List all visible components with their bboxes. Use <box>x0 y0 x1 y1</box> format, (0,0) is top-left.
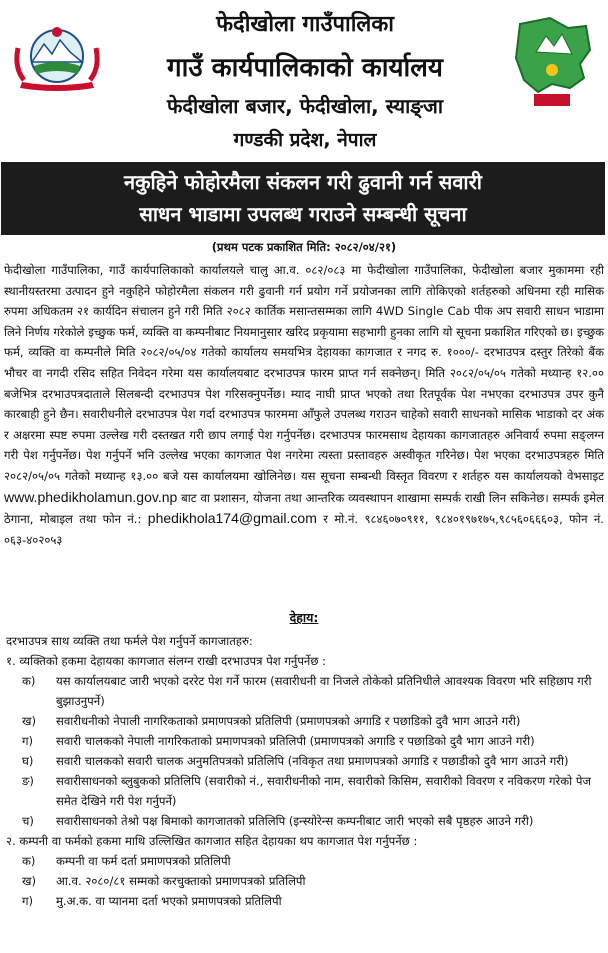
municipality-map-logo-icon <box>510 14 594 110</box>
email-link[interactable]: phedikhola174@gmail.com <box>147 510 317 527</box>
province-name: गण्डकी प्रदेश, नेपाल <box>233 129 377 151</box>
documents-list <box>6 631 602 911</box>
office-name: गाउँ कार्यपालिकाको कार्यालय <box>167 53 443 83</box>
section-1-title: १. व्यक्तिको हकमा देहायका कागजात संलग्न राखी दरभाउपत्र पेश गर्नुपर्नेछ : <box>6 654 327 668</box>
list-item-text: मु.अ.क. वा प्यानमा दर्ता भएको प्रमाणपत्रको प्रतिलिपी <box>56 894 282 908</box>
office-address: फेदीखोला बजार, फेदीखोला, स्याङ्जा <box>166 94 444 118</box>
list-item <box>6 811 602 831</box>
list-item <box>6 671 602 711</box>
section-2-title: २. कम्पनी वा फर्मको हकमा माथि उल्लिखित कागजात सहित देहायका थप कागजात पेश गर्नुपर्नेछ : <box>6 834 418 848</box>
list-item-label: ख) <box>22 874 37 888</box>
list-item <box>6 891 602 911</box>
notice-title-line-1: नकुहिने फोहोरमैला संकलन गरी ढुवानी गर्न सवारी <box>124 170 482 194</box>
notice-body-text: फेदीखोला गाउँपालिका, गाउँ कार्यपालिकाको कार्यालयले चालु आ.व. ०८२/०८३ मा फेदीखोला गाउँपालिका, फेदीखोला बजार मुकाममा रही स्थानीयस्तरमा उत्पादन हुने नकुहिने फोहोरमैला संकलन गरी ढुवानी गर्न प्रयोग गर्ने प्रयोजनका लागि तोकिएको शर्तहरुको अधिनमा रही मासिक रुपमा अधिकतम २१ कार्यदिन संचालन हुने गरी मिति २०८२ कार्तिक मसान्तसम्मका लागि 4WD Single Cab पीक अप सवारी साधन भाडामा लिने निर्णय गरेकोले इच्छुक फर्म, व्यक्ति वा कम्पनीबाट नियमानुसार खरिद प्रकृयामा सहभागी हुनका लागि यो सूचना प्रकाशित गरिएको छ। इच्छुक फर्म, व्यक्ति वा कम्पनीले मिति २०८२/०५/०४ गतेको कार्यालय समयभित्र देहायका कागजात र नगद रु. १०००/- दरभाउपत्र दस्तुर तिरेको बैंक भौचर वा नगदी रसिद सहित निवेदन गरेमा यस कार्यालयबाट दरभाउपत्र फारम प्राप्त गर्न सक्नेछन्। मिति २०८२/०५/०५ गतेको मध्यान्ह १२.०० बजेभित्र दरभाउपत्रदाताले सिलबन्दी दरभाउपत्र पेश गरिसक्नुपर्नेछ। म्याद नाघी प्राप्त भएको तथा रितपूर्वक पेश नभएका दरभाउपत्र उपर कुनै कारबाही हुने छैन। सवारीधनीले दरभाउपत्र पेश गर्दा दरभाउपत्र फारममा आँफुले उपलब्ध गराउन चाहेको सवारी साधनको मासिक भाडाको दर अंक र अक्षरमा स्पष्ट रुपमा उल्लेख गरी दस्तखत गरी छाप लगाई पेश गर्नुपर्नेछ। दरभाउपत्र फारमसाथ देहायका कागजातहरु अनिवार्य रुपमा सङ्लग्न गरी पेश गर्नुपर्नेछ। पेश गर्नुपर्ने भनि उल्लेख भएका कागजात पेश नगरेमा त्यस्ता प्रस्तावहरु अस्वीकृत गरिनेछ। पेश भएका दरभाउपत्रहरु मिति २०८२/०५/०५ गतेको मध्यान्ह १३.०० बजे यस कार्यालयमा खोलिनेछ। यस सूचना सम्बन्धी विस्तृत विवरण र शर्तहरु यस कार्यालयको वेभसाइट <box>4 263 604 483</box>
list-item-text: आ.व. २०८०/८१ सम्मको करचुक्ताको प्रमाणपत्रको प्रतिलिपी <box>56 874 306 888</box>
list-item-text: सवारीसाधनको ब्लुबुकको प्रतिलिपि (सवारीको नं., सवारीधनीको नाम, सवारीको किसिम, सवारीको विवरण र नविकरण गरेको पेज समेत देखिने गरी पेश गर्नुपर्ने) <box>56 774 592 808</box>
list-item <box>6 731 602 751</box>
notice-body <box>4 260 604 550</box>
list-item <box>6 751 602 771</box>
list-item-label: क) <box>22 854 36 868</box>
contact-numbers: र मो.नं. ९८४६०७०९११, ९८४०१९७१७५,९८५६०६६६०३, फोन नं. ०६३-४०२०५३ <box>4 512 604 547</box>
list-item-text: कम्पनी वा फर्म दर्ता प्रमाणपत्रको प्रतिलिपी <box>56 854 231 868</box>
list-item-label: घ) <box>22 754 34 768</box>
notice-title-banner <box>1 162 605 235</box>
list-item-label: ग) <box>22 894 34 908</box>
letterhead <box>0 0 608 158</box>
list-item <box>6 771 602 811</box>
list-item-text: यस कार्यालयबाट जारी भएको दररेट पेश गर्ने फारम (सवारीधनी वा निजले तोकेको प्रतिनिधीले आवश्यक विवरण भरि सहिछाप गरी बुझाउनुपर्ने) <box>56 674 592 708</box>
documents-heading: देहाय: <box>289 610 319 625</box>
notice-body-contact-text: बाट वा प्रशासन, योजना तथा आन्तरिक व्यवस्थापन शाखामा सम्पर्क राखी लिन सकिनेछ। सम्पर्क इमेल ठेगाना, मोबाइल तथा फोन नं.: <box>4 490 604 527</box>
list-item <box>6 851 602 871</box>
list-item-label: क) <box>22 674 36 688</box>
list-item-text: सवारी चालकको नेपाली नागरिकताको प्रमाणपत्रको प्रतिलिपी (प्रमाणपत्रको अगाडि र पछाडिको दुवै भाग आउने गरी) <box>56 734 535 748</box>
list-item-label: च) <box>22 814 34 828</box>
website-link[interactable]: www.phedikholamun.gov.np <box>4 488 178 505</box>
list-item-label: ख) <box>22 714 37 728</box>
list-item-label: ग) <box>22 734 34 748</box>
section-2-items <box>6 851 602 911</box>
list-item-text: सवारीसाधनको तेश्रो पक्ष बिमाको कागजातको प्रतिलिपि (इन्स्योरेन्स कम्पनीबाट जारी भएको सबै पृष्ठहरु आउने गरी) <box>56 814 534 828</box>
list-item-text: सवारी चालकको सवारी चालक अनुमतिपत्रको प्रतिलिपि (नविकृत तथा प्रमाणपत्रको अगाडि र पछाडीको दुवै भाग आउने गरी) <box>56 754 569 768</box>
municipality-name: फेदीखोला गाउँपालिका <box>216 12 394 37</box>
notice-title-line-2: साधन भाडामा उपलब्ध गराउने सम्बन्धी सूचना <box>139 202 467 226</box>
documents-intro: दरभाउपत्र साथ व्यक्ति तथा फर्मले पेश गर्नुपर्ने कागजातहरु: <box>6 634 253 648</box>
nepal-emblem-icon <box>12 18 102 92</box>
list-item-label: ङ) <box>22 774 34 788</box>
list-item <box>6 871 602 891</box>
list-item <box>6 711 602 731</box>
list-item-text: सवारीधनीको नेपाली नागरिकताको प्रमाणपत्रको प्रतिलिपी (प्रमाणपत्रको अगाडि र पछाडिको दुवै भाग आउने गरी) <box>56 714 521 728</box>
section-1-items <box>6 671 602 831</box>
publication-date: (प्रथम पटक प्रकाशित मिति: २०८२/०४/२१) <box>211 240 397 254</box>
